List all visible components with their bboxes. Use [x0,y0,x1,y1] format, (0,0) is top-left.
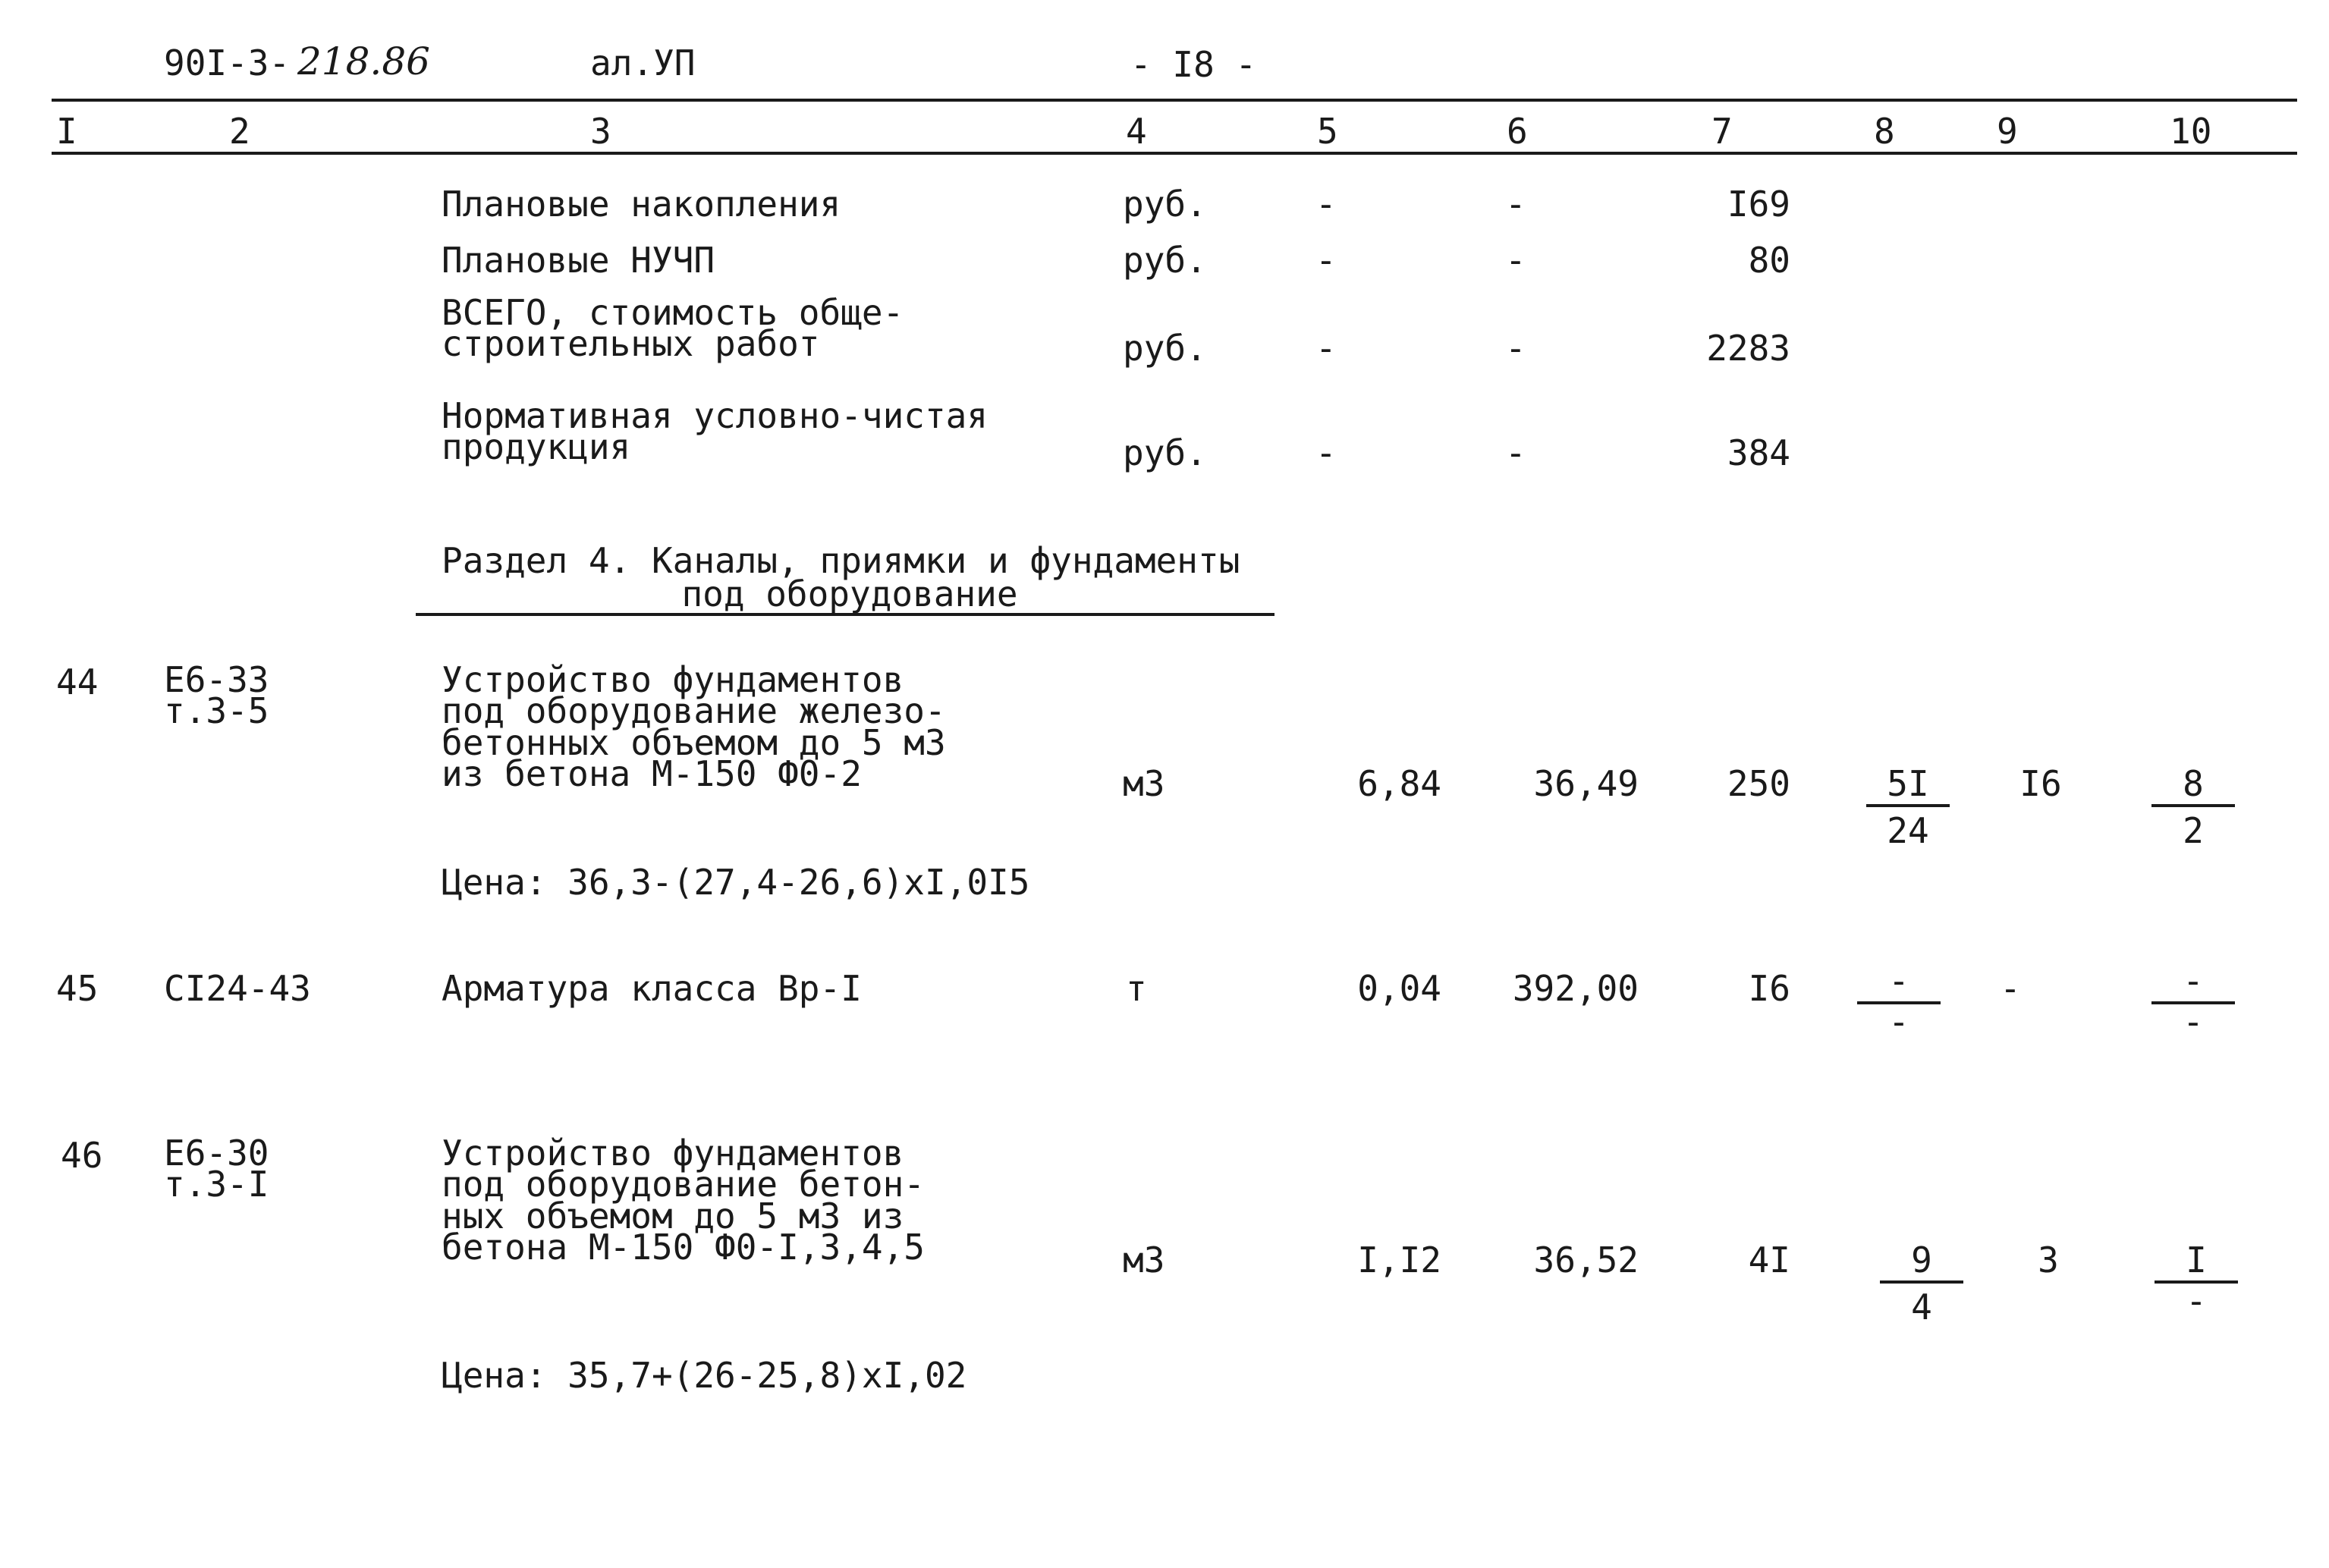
fraction-numerator: 5I [1887,763,1929,804]
row-col10-fraction [2155,1240,2238,1324]
row-unit-price: 392,00 [1512,968,1639,1009]
row-description: Устройство фундаментов под оборудование бетон- ных объемом до 5 м3 из бетона М-150 Ф0-I,3,4,5 [442,1133,925,1268]
header-top-rule [52,99,2297,102]
row-unit-price: 36,52 [1533,1240,1639,1280]
row-description: Устройство фундаментов под оборудование железо- бетонных объемом до 5 м3 из бетона М-150 Ф0-2 [442,659,946,795]
column-number-1: I [56,111,77,152]
summary-col7: I69 [1727,184,1790,225]
row-col9: - [2000,968,2021,1009]
fraction-numerator: - [1888,960,1909,1001]
summary-unit: руб. [1123,328,1207,369]
row-total: 4I [1748,1240,1790,1280]
fraction-denominator: - [2186,1280,2207,1321]
fraction-bar [2151,804,2235,807]
row-col9: 3 [2038,1240,2059,1280]
page-number: - I8 - [1130,44,1257,85]
fraction-denominator: 24 [1887,810,1929,851]
column-number-5: 5 [1317,111,1338,152]
column-number-3: 3 [590,111,611,152]
document-code-handwritten: 218.86 [297,39,430,83]
row-number: 45 [56,968,99,1009]
column-number-8: 8 [1874,111,1895,152]
row-price-note: Цена: 35,7+(26-25,8)хI,02 [442,1355,967,1396]
fraction-numerator: 9 [1911,1240,1932,1280]
fraction-denominator: - [1888,1001,1909,1042]
row-number: 46 [61,1135,103,1176]
summary-col6: - [1505,240,1526,281]
summary-col7: 384 [1727,432,1790,473]
row-code: Е6-33 т.3-5 [164,659,269,732]
row-col8-fraction [1880,1240,1963,1328]
summary-unit: руб. [1123,240,1207,281]
row-quantity: I,I2 [1357,1240,1441,1280]
row-quantity: 0,04 [1357,968,1441,1009]
column-number-2: 2 [229,111,250,152]
summary-name: ВСЕГО, стоимость обще- строительных работ [442,292,904,365]
summary-col6: - [1505,432,1526,473]
summary-col5: - [1315,432,1337,473]
row-col8-fraction [1857,960,1941,1045]
summary-unit: руб. [1123,432,1207,473]
row-total: I6 [1748,968,1790,1009]
column-number-9: 9 [1997,111,2018,152]
fraction-numerator: - [2183,960,2204,1001]
summary-name: Плановые НУЧП [442,240,715,281]
row-col8-fraction [1866,763,1950,851]
summary-col6: - [1505,184,1526,225]
section-heading-line2: под оборудование [681,573,1018,614]
row-unit: м3 [1123,763,1165,804]
fraction-denominator: 4 [1911,1287,1932,1328]
column-number-4: 4 [1126,111,1147,152]
column-number-6: 6 [1507,111,1528,152]
fraction-numerator: 8 [2183,763,2204,804]
row-unit: т [1126,968,1147,1009]
row-number: 44 [56,661,99,702]
summary-col7: 80 [1748,240,1790,281]
section-heading-underline [416,613,1275,616]
row-total: 250 [1727,763,1790,804]
fraction-denominator: 2 [2183,810,2204,851]
summary-name: Нормативная условно-чистая продукция [442,395,988,468]
summary-col5: - [1315,328,1337,369]
row-unit: м3 [1123,1240,1165,1280]
document-code: 90I-3- [164,42,291,83]
row-code: СI24-43 [164,968,311,1009]
row-code: Е6-30 т.3-I [164,1133,269,1205]
summary-col5: - [1315,240,1337,281]
row-col10-fraction [2151,763,2235,851]
fraction-bar [1866,804,1950,807]
section-heading-line1: Раздел 4. Каналы, приямки и фундаменты [442,540,1240,581]
summary-unit: руб. [1123,184,1207,225]
column-number-7: 7 [1711,111,1733,152]
fraction-bar [1880,1280,1963,1284]
column-number-10: 10 [2170,111,2212,152]
sheet-label: ал.УП [590,42,696,83]
summary-col6: - [1505,328,1526,369]
row-unit-price: 36,49 [1533,763,1639,804]
fraction-numerator: I [2186,1240,2207,1280]
summary-col5: - [1315,184,1337,225]
row-quantity: 6,84 [1357,763,1441,804]
row-price-note: Цена: 36,3-(27,4-26,6)хI,0I5 [442,862,1030,903]
header-bottom-rule [52,152,2297,155]
row-col9: I6 [2019,763,2062,804]
row-col10-fraction [2151,960,2235,1045]
row-description: Арматура класса Вр-I [442,968,862,1009]
summary-col7: 2283 [1706,328,1790,369]
summary-name: Плановые накопления [442,184,841,225]
fraction-denominator: - [2183,1001,2204,1042]
